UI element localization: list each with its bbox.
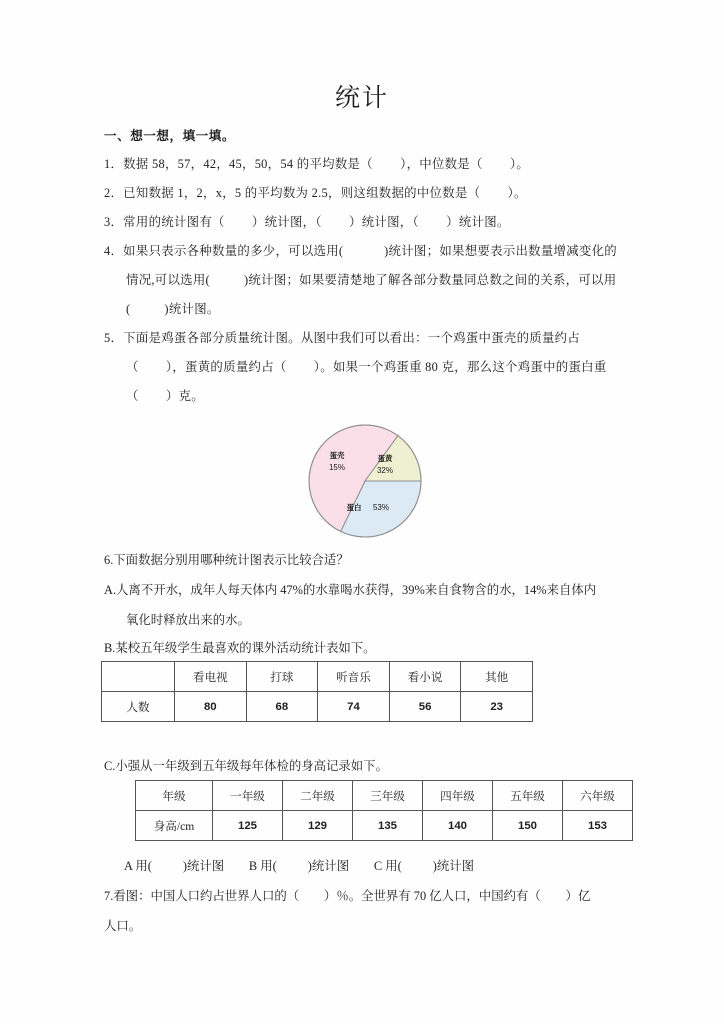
cell-value-novel: 56 bbox=[389, 692, 461, 722]
cell-value-grade-5: 150 bbox=[493, 811, 563, 841]
table-row-header bbox=[102, 662, 533, 692]
cell-value-grade-1: 125 bbox=[213, 811, 283, 841]
question-4-line-3: ( )统计图。 bbox=[126, 302, 220, 316]
cell-header-ball: 打球 bbox=[246, 662, 318, 692]
question-6-a-line-2: 氧化时释放出来的水。 bbox=[126, 613, 250, 627]
question-4-line-1: 4．如果只表示各种数量的多少，可以选用( )统计图；如果想要表示出数量增减变化的 bbox=[104, 244, 617, 258]
pie-percent-yolk: 32% bbox=[376, 466, 394, 475]
table-row-values bbox=[102, 692, 533, 722]
cell-header-tv: 看电视 bbox=[175, 662, 247, 692]
question-3: 3．常用的统计图有（ ）统计图，（ ）统计图，（ ）统计图。 bbox=[104, 215, 510, 229]
table-row-header bbox=[136, 781, 633, 811]
table-height-records bbox=[135, 780, 633, 841]
egg-composition-pie-chart bbox=[306, 422, 428, 540]
cell-value-grade-4: 140 bbox=[423, 811, 493, 841]
cell-header-grade-3: 三年级 bbox=[353, 781, 423, 811]
cell-header-grade-1: 一年级 bbox=[213, 781, 283, 811]
question-6-answer-blanks: A 用( )统计图 B 用( )统计图 C 用( )统计图 bbox=[124, 859, 475, 873]
cell-header-grade-6: 六年级 bbox=[563, 781, 633, 811]
cell-value-music: 74 bbox=[318, 692, 390, 722]
question-5-line-1: 5．下面是鸡蛋各部分质量统计图。从图中我们可以看出：一个鸡蛋中蛋壳的质量约占 bbox=[104, 331, 581, 345]
cell-header-music: 听音乐 bbox=[318, 662, 390, 692]
pie-percent-eggshell: 15% bbox=[328, 463, 346, 472]
question-5-line-2: （ ），蛋黄的质量约占（ ）。如果一个鸡蛋重 80 克，那么这个鸡蛋中的蛋白重 bbox=[126, 360, 607, 374]
cell-header-grade-5: 五年级 bbox=[493, 781, 563, 811]
cell-value-grade-3: 135 bbox=[353, 811, 423, 841]
cell-header-novel: 看小说 bbox=[389, 662, 461, 692]
question-7-line-2: 人口。 bbox=[104, 919, 142, 933]
question-6-c-caption: C.小强从一年级到五年级每年体检的身高记录如下。 bbox=[104, 759, 388, 773]
cell-row-label-height: 身高/cm bbox=[136, 811, 213, 841]
pie-percent-egg-white: 53% bbox=[372, 503, 390, 512]
pie-label-eggshell: 蛋壳 bbox=[329, 451, 345, 460]
cell-corner-blank bbox=[102, 662, 175, 692]
cell-value-other: 23 bbox=[461, 692, 533, 722]
table-row-values bbox=[136, 811, 633, 841]
cell-row-label-count: 人数 bbox=[102, 692, 175, 722]
question-1: 1．数据 58，57，42，45，50，54 的平均数是（ ），中位数是（ ）。 bbox=[104, 157, 530, 171]
table-favourite-activities bbox=[101, 661, 533, 722]
question-4-line-2: 情况,可以选用( )统计图；如果要清楚地了解各部分数量同总数之间的关系，可以用 bbox=[126, 273, 617, 287]
question-6-a-line-1: A.人离不开水，成年人每天体内 47%的水靠喝水获得，39%来自食物含的水，14%来自体内 bbox=[104, 583, 597, 597]
cell-header-other: 其他 bbox=[461, 662, 533, 692]
pie-chart-svg bbox=[306, 422, 428, 540]
worksheet-body bbox=[104, 122, 644, 411]
cell-header-grade-2: 二年级 bbox=[283, 781, 353, 811]
question-7-line-1: 7.看图：中国人口约占世界人口的（ ）％。全世界有 70 亿人口，中国约有（ ）亿 bbox=[104, 889, 591, 903]
cell-value-tv: 80 bbox=[175, 692, 247, 722]
cell-value-ball: 68 bbox=[246, 692, 318, 722]
question-6-b-caption: B.某校五年级学生最喜欢的课外活动统计表如下。 bbox=[104, 641, 376, 655]
section-heading-fill-in: 一、想一想，填一填。 bbox=[104, 129, 235, 143]
question-5-line-3: （ ）克。 bbox=[126, 389, 204, 403]
cell-header-grade: 年级 bbox=[136, 781, 213, 811]
pie-label-yolk: 蛋黄 bbox=[377, 454, 393, 463]
page-title: 统计 bbox=[334, 85, 389, 112]
cell-value-grade-6: 153 bbox=[563, 811, 633, 841]
pie-label-egg-white: 蛋白 bbox=[346, 503, 362, 512]
question-6-prompt: 6.下面数据分别用哪种统计图表示比较合适？ bbox=[104, 553, 349, 567]
question-2: 2．已知数据 1，2，x，5 的平均数为 2.5，则这组数据的中位数是（ ）。 bbox=[104, 186, 527, 200]
cell-value-grade-2: 129 bbox=[283, 811, 353, 841]
cell-header-grade-4: 四年级 bbox=[423, 781, 493, 811]
